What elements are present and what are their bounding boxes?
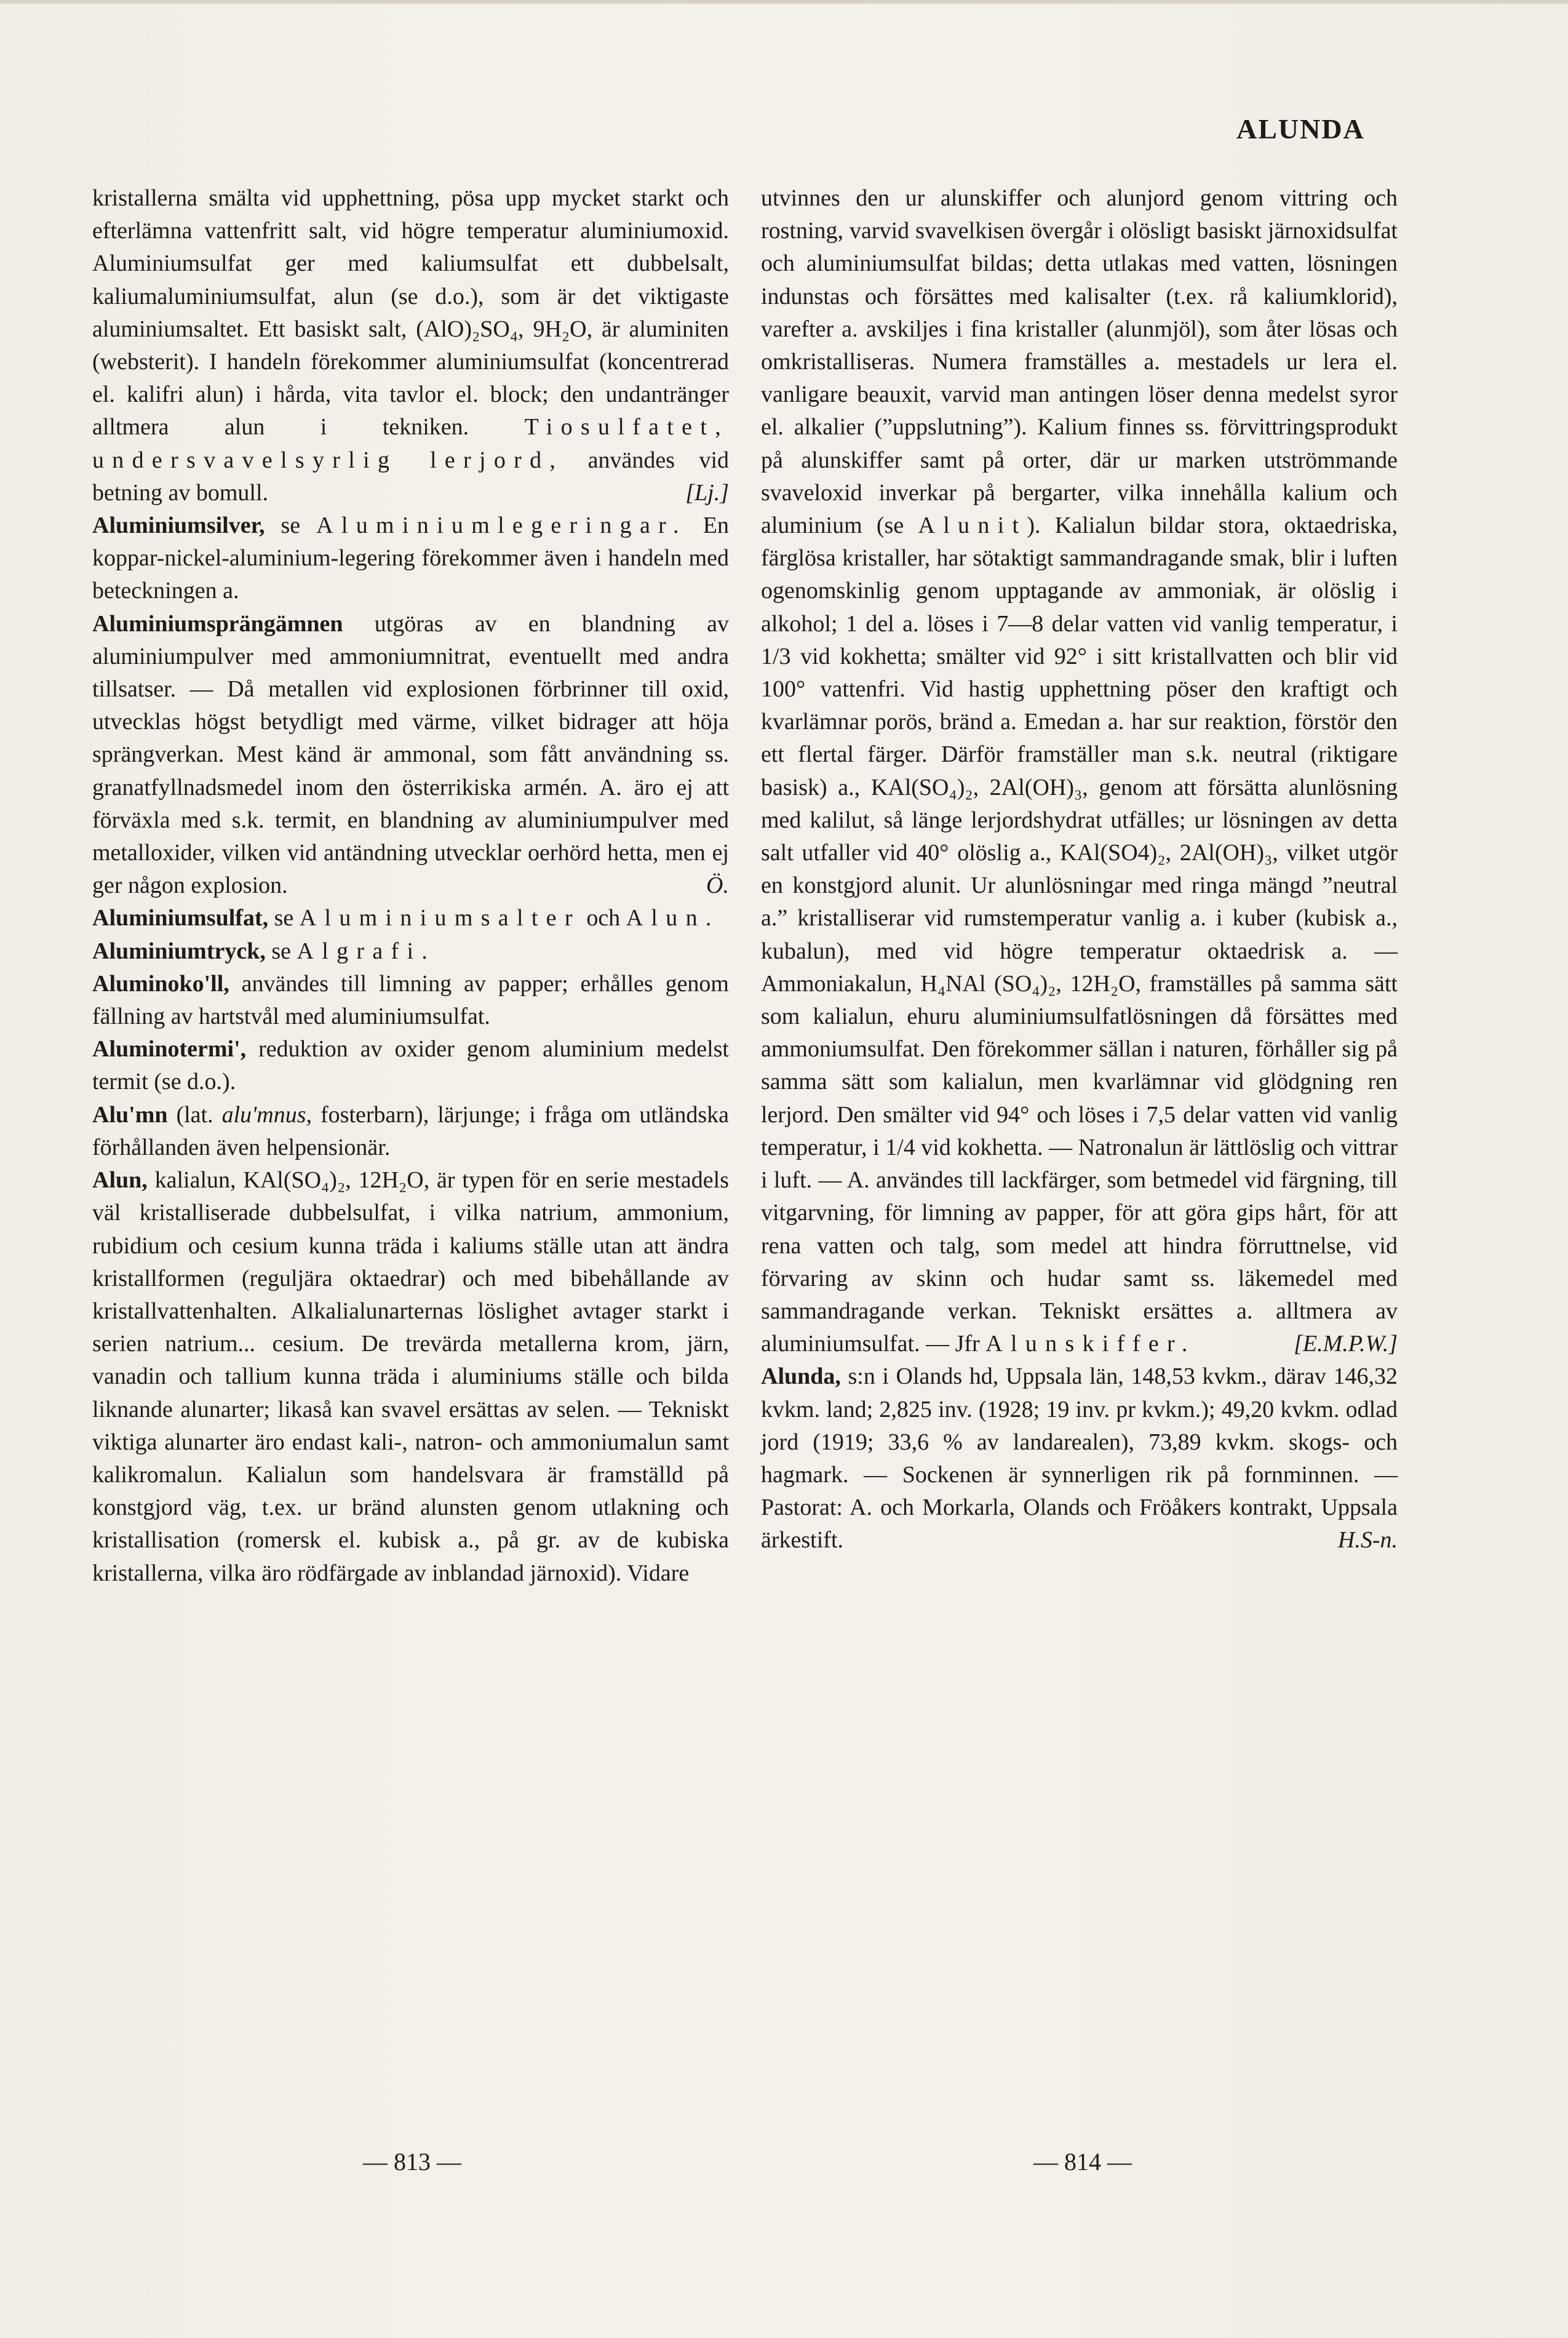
paragraph-text: användes vid betning av bomull.	[92, 447, 729, 506]
entry-text: utgöras av en blandning av aluminiumpulver med ammoniumnitrat, eventuellt med andra tillsatser. — Då metallen vid explosionen förbrinner till oxid, utvecklas högst betydligt med värme, vilket bidrager att höja sprängverkan. Mest känd är ammonal, som fått användning ss. granatfyllnadsmedel inom den österrikiska armén. A. äro ej att förväxla med s.k. termit, en blandning av aluminiumpulver med metalloxider, vilken vid antändning utvecklar oerhörd hetta, men ej ger någon explosion.	[92, 610, 729, 899]
cross-reference: Aluminiumlegeringar.	[316, 513, 687, 539]
author-signature: H.S-n.	[1337, 1527, 1398, 1554]
continuation-paragraph	[761, 182, 1398, 1360]
paragraph-text: utvinnes den ur alunskiffer och alunjord genom vittring och rostning, varvid svavelkisen övergår i olösligt basiskt järnoxidsulfat och aluminiumsulfat bildas; detta utlakas med vatten, lösningen indunstas och försättes med kalisalter (t.ex. rå kaliumklorid), varefter a. avskiljes i fina kristaller (alunmjöl), som åter lösas och omkristalliseras. Numera framställes a. mestadels ur lera el. vanligare beauxit, varvid man antingen löser denna medelst syror el. alkalier (”uppslutning”). Kalium finnes ss. förvittringsprodukt på alunskiffer samt på orter, där ur marken utströmmande svaveloxid inverkar på bergarter, vilka innehålla kalium och aluminium (se	[761, 185, 1398, 539]
entry-text: se	[268, 905, 300, 932]
page-number-left: — 813 —	[363, 2148, 461, 2176]
entry-text: reduktion av oxider genom aluminium medelst termit (se d.o.).	[92, 1036, 729, 1095]
entry-text: s:n i Olands hd, Uppsala län, 148,53 kvkm., därav 146,32 kvkm. land; 2,825 inv. (1928; 19 inv. pr kvkm.); 49,20 kvkm. odlad jord (1919; 33,6 % av landarealen), 73,89 kvkm. skogs- och hagmark. — Sockenen är synnerligen rik på fornminnen. — Pastorat: A. och Morkarla, Olands och Fröåkers kontrakt, Uppsala ärkestift.	[761, 1363, 1398, 1554]
cross-reference: Alunskiffer.	[985, 1331, 1196, 1357]
entry-aluminiumtryck	[92, 935, 729, 968]
entry-aluminiumsprangamnen	[92, 608, 729, 903]
entry-text: fosterbarn), lärjunge; i fråga om utländska förhållanden även helpensionär.	[92, 1101, 730, 1160]
entry-alumn	[92, 1099, 729, 1164]
entry-aluminiumsilver	[92, 509, 729, 608]
entry-headword: Aluminiumsulfat,	[92, 905, 269, 932]
entry-text: kalialun, KAl(SO₄)₂, 12H₂O, är typen för en serie mestadels väl kristalliserade dubbelsulfat, i vilka natrium, ammonium, rubidium och cesium kunna träda i kaliums ställe utan att ändra kristallformen (reguljära oktaedrar) och med bibehållande av kristallvattenhalten. Alkalialunarternas löslighet avtager starkt i serien natrium... cesium. De trevärda metallerna krom, järn, vanadin och tallium kunna träda i aluminiums ställe och bilda liknande alunarter; likaså kan svavel ersättas av selen. — Tekniskt viktiga alunarter äro endast kali-, natron- och ammoniumalun samt kalikromalun. Kalialun som handelsvara är framställd på konstgjord väg, t.ex. ur bränd alunsten genom utlakning och kristallisation (romersk el. kubisk a., på gr. av de kubiska kristallerna, vilka äro rödfärgade av inblandad järnoxid). Vidare	[92, 1167, 729, 1586]
right-column	[761, 182, 1398, 1557]
entry-italic-text: alu'mnus,	[221, 1101, 312, 1128]
entry-text: En koppar-nickel-aluminium-legering förekommer även i handeln med beteckningen a.	[92, 513, 730, 604]
entry-text: se	[265, 513, 317, 539]
entry-text: (lat.	[167, 1101, 222, 1128]
paragraph-text: ). Kalialun bildar stora, oktaedriska, färglösa kristaller, har sötaktigt sammandragande smak, blir i luften ogenomskinlig genom upptagande av ammoniak, är olöslig i alkohol; 1 del a. löses i 7—8 delar vatten vid vanlig temperatur, i 1/3 vid kokhetta; smälter vid 92° i sitt kristallvatten och blir vid 100° vattenfri. Vid hastig upphettning pöser den kraftigt och kvarlämnar porös, bränd a. Emedan a. har sur reaktion, förstör den ett flertal färger. Därför framställer man s.k. neutral (riktigare basisk) a., KAl(SO₄)₂, 2Al(OH)₃, genom att försätta alunlösning med kalilut, så länge lerjordshydrat utfälles; ur lösningen av detta salt utfaller vid 40° olöslig a., KAl(SO4)₂, 2Al(OH)₃, vilket utgör en konstgjord alunit. Ur alunlösningar med ringa mängd ”neutral a.” kristalliserar vid rumstemperatur vanlig a. i kuber (kubisk a., kubalun), med vid högre temperatur oktaedrisk a. — Ammoniakalun, H₄NAl (SO₄)₂, 12H₂O, framställes på samma sätt som kalialun, ehuru aluminiumsulfatlösningen då försättes med ammoniumsulfat. Den förekommer sällan i naturen, förhåller sig på samma sätt som kalialun, men kvarlämnar vid glödgning ren lerjord. Den smälter vid 94° och löses i 7,5 delar vatten vid vanlig temperatur, i 1/4 vid kokhetta. — Natronalun är lättlöslig och vittrar i luft. — A. användes till lackfärger, som betmedel vid färgning, till vitgarvning, för limning av papper, för att göra gips hårt, för att rena vatten och talg, som medel att hindra förruttnelse, vid förvaring av skinn och hudar samt ss. läkemedel med sammandragande verkan. Tekniskt ersättes a. alltmera av aluminiumsulfat. — Jfr	[761, 513, 1398, 1357]
entry-headword: Aluminoko'll,	[92, 970, 229, 997]
spaced-text: Tiosulfatet, undersvavelsyrlig lerjord,	[92, 414, 729, 473]
continuation-paragraph	[92, 182, 729, 509]
left-column	[92, 182, 729, 1590]
entry-aluminiumsulfat	[92, 902, 729, 935]
entry-headword: Aluminiumsprängämnen	[92, 610, 343, 637]
entry-text: och	[580, 905, 626, 932]
cross-reference: Alunit	[918, 513, 1027, 539]
entry-alunda	[761, 1360, 1398, 1557]
page-number-right: — 814 —	[1033, 2148, 1132, 2176]
entry-headword: Aluminiumtryck,	[92, 938, 266, 964]
entry-headword: Aluminotermi',	[92, 1036, 247, 1063]
entry-headword: Alu'mn	[92, 1101, 168, 1128]
entry-text: se	[265, 938, 297, 964]
page-top-edge	[0, 0, 1568, 4]
entry-headword: Alunda,	[761, 1363, 841, 1390]
entry-aluminotermi	[92, 1033, 729, 1098]
cross-reference: Algrafi.	[296, 938, 436, 964]
author-signature: [E.M.P.W.]	[1294, 1331, 1398, 1357]
author-signature: Ö.	[706, 872, 729, 899]
cross-reference: Alun.	[626, 905, 720, 932]
cross-reference: Aluminiumsalter	[299, 905, 581, 932]
paragraph-text: kristallerna smälta vid upphettning, pösa upp mycket starkt och efterlämna vattenfritt salt, vid högre temperatur aluminiumoxid. Aluminiumsulfat ger med kaliumsulfat ett dubbelsalt, kaliumaluminiumsulfat, alun (se d.o.), som är det viktigaste aluminiumsaltet. Ett basiskt salt, (AlO)₂SO₄, 9H₂O, är aluminiten (websterit). I handeln förekommer aluminiumsulfat (koncentrerad el. kalifri alun) i hårda, vita tavlor el. block; den undantränger alltmera alun i tekniken.	[92, 185, 729, 441]
entry-alun	[92, 1164, 729, 1590]
entry-headword: Aluminiumsilver,	[92, 513, 265, 539]
entry-text: användes till limning av papper; erhålles genom fällning av hartstvål med aluminiumsulfat.	[92, 970, 729, 1030]
entry-aluminokoll	[92, 968, 729, 1033]
author-signature: [Lj.]	[685, 479, 729, 506]
entry-headword: Alun,	[92, 1167, 148, 1194]
running-head: ALUNDA	[1236, 113, 1365, 145]
